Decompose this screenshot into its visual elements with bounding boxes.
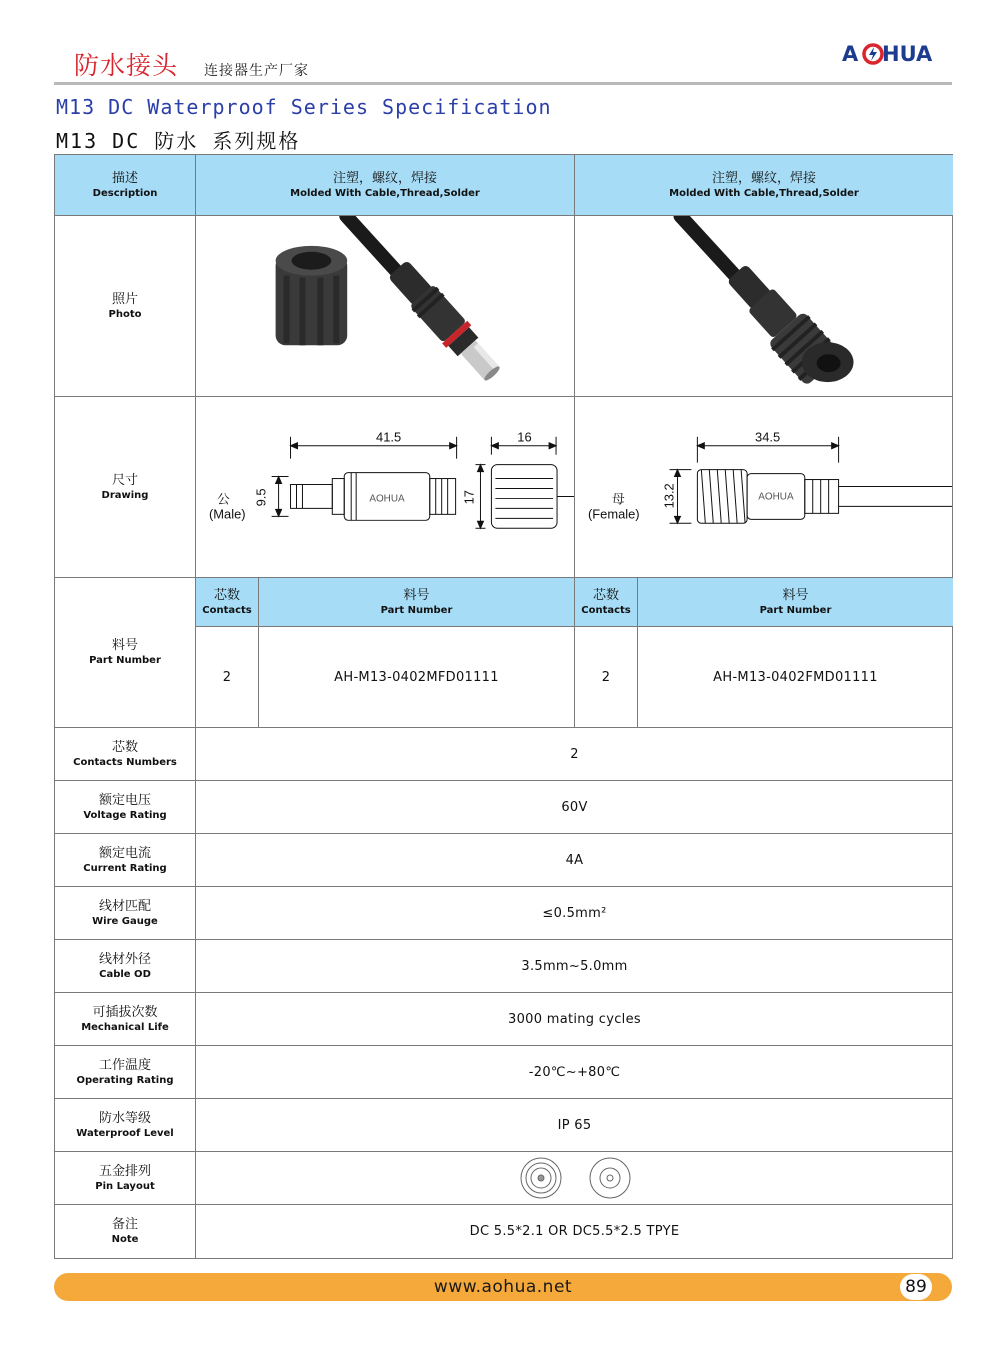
spec-value-cell <box>196 887 953 940</box>
male-pn-header-cn: 料号 <box>403 587 430 603</box>
spec-label-en: Wire Gauge <box>92 915 158 927</box>
female-contacts-text: 2 <box>601 669 611 685</box>
footer-url: www.aohua.net <box>433 1277 573 1297</box>
logo-letters-hua: HUA <box>882 42 933 66</box>
page-number: 89 <box>900 1274 932 1300</box>
female-column-header <box>575 155 953 216</box>
photo-label-cn: 照片 <box>111 291 138 307</box>
female-photo-cell <box>575 216 953 397</box>
page-category-title: 防水接头 <box>74 51 179 80</box>
spec-label-en: Voltage Rating <box>83 809 167 821</box>
spec-value-text: 2 <box>570 746 579 762</box>
spec-label-cell <box>55 940 196 993</box>
spec-label-en: Note <box>111 1234 139 1245</box>
female-drawing-cell <box>575 397 953 578</box>
male-column-header-cn: 注塑，螺纹，焊接 <box>332 170 437 186</box>
male-drawing-label-en: (Male) <box>208 506 246 522</box>
male-dimension-drawing <box>196 397 575 577</box>
spec-label-cn: 线材匹配 <box>98 898 151 914</box>
male-dim-length: 41.5 <box>375 429 401 445</box>
spec-title-cn: M13 DC 防水 系列规格 <box>56 129 301 153</box>
spec-label-cn: 额定电压 <box>98 792 151 808</box>
spec-value-cell <box>196 993 953 1046</box>
female-drawing-brand: AOHUA <box>758 491 794 503</box>
spec-title-en: M13 DC Waterproof Series Specification <box>56 95 552 119</box>
male-photo-cell <box>196 216 575 397</box>
spec-label-cn: 额定电流 <box>98 845 151 861</box>
pin-layout-diagram <box>505 1156 645 1200</box>
spec-label-cn: 防水等级 <box>98 1110 151 1126</box>
male-part-number <box>259 627 575 728</box>
logo-mark-icon <box>862 43 884 65</box>
spec-value-text: 3.5mm~5.0mm <box>521 958 628 974</box>
logo-letter-a: A <box>842 42 859 66</box>
female-contacts-header-cn: 芯数 <box>592 587 619 603</box>
male-column-header-en: Molded With Cable,Thread,Solder <box>290 187 480 199</box>
spec-label-cell <box>55 728 196 781</box>
page-category-subtitle: 连接器生产厂家 <box>204 63 309 79</box>
male-dim-diameter: 9.5 <box>253 488 269 507</box>
spec-value-cell <box>196 1152 953 1205</box>
male-contacts-text: 2 <box>222 669 232 685</box>
spec-label-cn: 工作温度 <box>98 1057 151 1073</box>
spec-value-text: 3000 mating cycles <box>508 1011 641 1027</box>
male-contacts-header <box>196 578 259 627</box>
spec-label-en: Waterproof Level <box>76 1127 174 1139</box>
female-contacts-value <box>575 627 638 728</box>
spec-value-text: ≤0.5mm² <box>542 905 607 921</box>
female-contacts-header-en: Contacts <box>581 604 631 616</box>
spec-label-cell <box>55 1099 196 1152</box>
header-divider <box>54 82 952 85</box>
spec-value-text: 60V <box>561 799 588 815</box>
spec-value-text: 4A <box>565 852 584 868</box>
spec-value-text: IP 65 <box>557 1117 592 1133</box>
spec-label-cell <box>55 1152 196 1205</box>
spec-label-cell <box>55 834 196 887</box>
drawing-label-en: Drawing <box>101 489 149 501</box>
drawing-label-cell <box>55 397 196 578</box>
drawing-label-cn: 尺寸 <box>111 472 138 488</box>
spec-label-cn: 可插拔次数 <box>92 1004 158 1020</box>
female-part-number <box>638 627 953 728</box>
spec-value-cell <box>196 1099 953 1152</box>
spec-value-cell <box>196 1205 953 1258</box>
spec-label-cn: 五金排列 <box>98 1163 151 1179</box>
spec-label-cn: 芯数 <box>111 739 138 755</box>
description-label-cn: 描述 <box>111 170 138 186</box>
spec-label-en: Mechanical Life <box>81 1021 169 1033</box>
male-connector-photo <box>196 216 575 396</box>
female-column-header-en: Molded With Cable,Thread,Solder <box>669 187 859 199</box>
part-number-label-en: Part Number <box>89 655 161 666</box>
male-pn-header-en: Part Number <box>380 604 453 616</box>
photo-label-en: Photo <box>108 308 142 320</box>
spec-value-text: DC 5.5*2.1 OR DC5.5*2.5 TPYE <box>469 1224 680 1239</box>
male-nut-photo <box>275 246 347 345</box>
spec-label-cell <box>55 887 196 940</box>
spec-label-cell <box>55 1046 196 1099</box>
male-column-header <box>196 155 575 216</box>
male-drawing-cell <box>196 397 575 578</box>
spec-value-text: -20℃~+80℃ <box>528 1064 621 1080</box>
male-contacts-header-cn: 芯数 <box>213 587 240 603</box>
spec-label-cn: 备注 <box>111 1217 138 1232</box>
spec-label-en: Operating Rating <box>76 1074 174 1086</box>
female-contacts-header <box>575 578 638 627</box>
spec-label-en: Cable OD <box>99 968 151 980</box>
male-drawing-brand: AOHUA <box>368 493 405 505</box>
spec-label-cell <box>55 1205 196 1258</box>
part-number-label-cell <box>55 578 196 728</box>
female-drawing-label-cn: 母 <box>611 491 625 507</box>
spec-label-en: Current Rating <box>83 862 167 874</box>
aohua-logo <box>842 40 952 70</box>
description-label-en: Description <box>92 187 158 199</box>
spec-label-en: Pin Layout <box>95 1180 155 1192</box>
spec-value-cell <box>196 1046 953 1099</box>
spec-value-cell <box>196 940 953 993</box>
male-contacts-value <box>196 627 259 728</box>
description-label-cell <box>55 155 196 216</box>
female-pn-header <box>638 578 953 627</box>
male-dim-nut: 16 <box>516 429 532 445</box>
spec-label-en: Contacts Numbers <box>73 756 177 768</box>
male-dim-nut-diameter: 17 <box>461 490 477 505</box>
spec-value-cell <box>196 834 953 887</box>
female-part-number-text: AH-M13-0402FMD01111 <box>713 669 878 685</box>
female-pn-header-cn: 料号 <box>782 587 809 603</box>
spec-table <box>54 154 953 1259</box>
spec-label-cell <box>55 781 196 834</box>
female-drawing-label-en: (Female) <box>587 506 640 522</box>
spec-label-cell <box>55 993 196 1046</box>
male-drawing-label-cn: 公 <box>216 491 230 507</box>
female-column-header-cn: 注塑，螺纹，焊接 <box>711 170 816 186</box>
photo-label-cell <box>55 216 196 397</box>
female-dim-diameter: 13.2 <box>661 483 677 509</box>
female-dim-length: 34.5 <box>755 429 781 445</box>
male-pn-header <box>259 578 575 627</box>
male-part-number-text: AH-M13-0402MFD01111 <box>334 669 499 685</box>
spec-value-cell <box>196 781 953 834</box>
female-connector-photo <box>575 216 953 396</box>
female-pn-header-en: Part Number <box>759 604 832 616</box>
spec-label-cn: 线材外径 <box>98 951 151 967</box>
female-dimension-drawing <box>575 397 953 577</box>
part-number-label-cn: 料号 <box>111 638 138 653</box>
spec-value-cell <box>196 728 953 781</box>
male-contacts-header-en: Contacts <box>202 604 252 616</box>
